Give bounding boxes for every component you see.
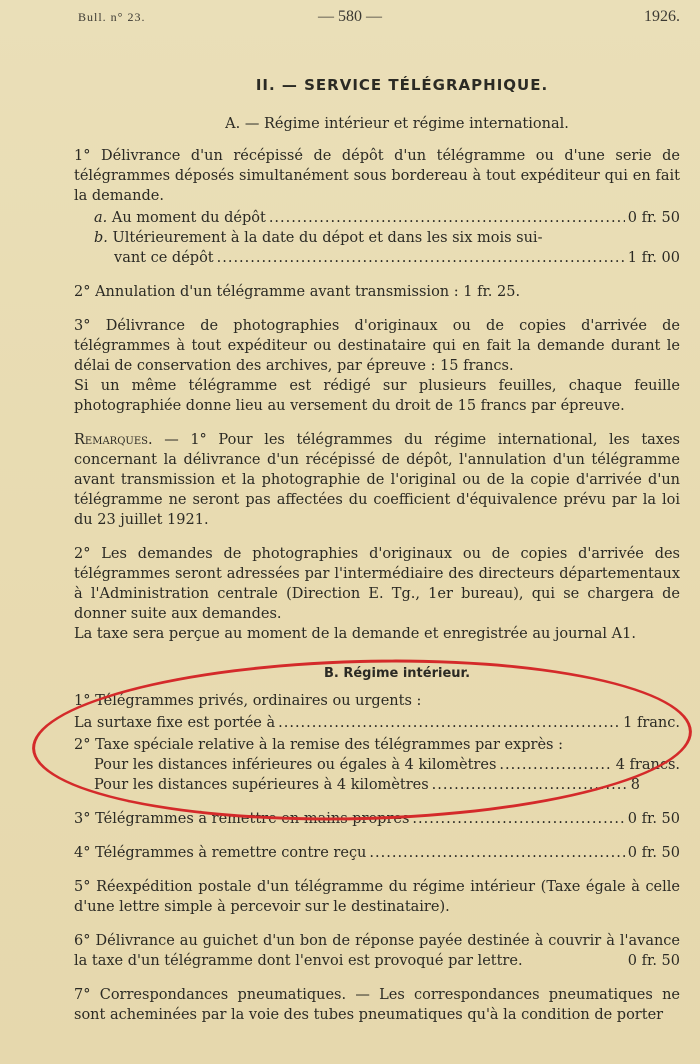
item-a1-b-value: 1 fr. 00 — [627, 250, 680, 266]
b1-row — [74, 713, 680, 733]
b1-value: 1 franc. — [623, 715, 680, 731]
remarques-3: La taxe sera perçue au moment de la demande et enregistrée au journal A1. — [74, 626, 636, 642]
item-a1-a-label-wrap — [94, 208, 266, 228]
dot-leader — [499, 755, 612, 775]
remarques-label: Remarques. — [74, 432, 153, 448]
section-title: II. — SERVICE TÉLÉGRAPHIQUE. — [255, 76, 549, 94]
item-a2: 2° Annulation d'un télégramme avant transmission : 1 fr. 25. — [74, 284, 521, 300]
b6-text — [74, 931, 680, 971]
item-a1-b-row — [74, 228, 680, 248]
item-a1-b-text1: Ultérieurement à la date du dépot et dans les six mois sui- — [112, 230, 543, 246]
item-a1-a-row — [74, 208, 680, 228]
b2-value1: 4 francs. — [615, 757, 680, 773]
remarques-2: 2° Les demandes de photographies d'originaux ou de copies d'arrivée des télégrammes seront adressées par l'intermédiaire des directeurs départementaux à l'Administration centrale (Direction E. Tg., 1er bureau), qui se chargera de donner suite aux demandes. — [74, 546, 680, 622]
b4-row — [74, 843, 680, 863]
item-a1-a-letter: a. — [94, 210, 108, 226]
b7-text: 7° Correspondances pneumatiques. — Les correspondances pneumatiques ne sont acheminées par la voie des tubes pneumatiques qu'à la condition de porter — [74, 987, 680, 1023]
b2-row2 — [74, 775, 680, 795]
item-a1-text: 1° Délivrance d'un récépissé de dépôt d'un télégramme ou d'une serie de télégrammes déposés simultanément sous bordereau à tout expéditeur qui en fait la demande. — [74, 148, 680, 204]
item-a1-a-text: Au moment du dépôt — [111, 210, 266, 226]
b3-value: 0 fr. 50 — [627, 811, 680, 827]
b2-line2: Pour les distances supérieures à 4 kilomètres — [94, 777, 429, 793]
item-a3b: Si un même télégramme est rédigé sur plusieurs feuilles, chaque feuille photographiée donne lieu au versement du droit de 15 francs par épreuve. — [74, 378, 680, 414]
b2-row1 — [74, 755, 680, 775]
b6-body: 6° Délivrance au guichet d'un bon de réponse payée destinée à couvrir à l'avance la taxe d'un télégramme dont l'envoi est provoqué par lettre. — [74, 933, 680, 969]
dot-leader — [278, 713, 620, 733]
b4-text: 4° Télégrammes à remettre contre reçu — [74, 845, 367, 861]
b3-row — [74, 809, 680, 829]
remarques-1-text: — 1° Pour les télégrammes du régime international, les taxes concernant la délivrance d'un récépissé de dépôt, l'annulation d'un télégramme avant transmission et la photographie de l'original ou de la copie d'arrivée d'un télégramme ne seront pas affectées du coefficient d'équivalence prévu par la loi du 23 juillet 1921. — [74, 432, 680, 528]
dot-leader — [217, 248, 625, 268]
b5-text: 5° Réexpédition postale d'un télégramme du régime intérieur (Taxe égale à celle d'une lettre simple à percevoir sur le destinataire). — [74, 879, 680, 915]
b2-title: 2° Taxe spéciale relative à la remise des télégrammes par exprès : — [74, 737, 563, 753]
b1-title: 1° Télégrammes privés, ordinaires ou urgents : — [74, 693, 422, 709]
year: 1926. — [644, 8, 680, 25]
dot-leader — [369, 843, 624, 863]
dot-leader — [269, 208, 625, 228]
item-a3: 3° Délivrance de photographies d'originaux ou de copies d'arrivée de télégrammes à tout expéditeur ou destinataire qui en fait la demande durant le délai de conservation des archives, par épreuve : 15 francs. — [74, 318, 680, 374]
b2-line1: Pour les distances inférieures ou égales à 4 kilomètres — [94, 757, 497, 773]
item-a1-b-text2: vant ce dépôt — [114, 250, 214, 266]
subsection-b-title: B. Régime intérieur. — [323, 666, 471, 681]
dot-leader — [432, 775, 628, 795]
remarques-1 — [74, 430, 680, 530]
dot-leader — [412, 809, 624, 829]
b6-value: 0 fr. 50 — [627, 953, 680, 969]
item-a1-b-row2 — [74, 248, 680, 268]
subsection-a-title: A. — Régime intérieur et régime international. — [225, 116, 569, 132]
bulletin-number: Bull. n° 23. — [78, 10, 146, 24]
b2-value2: 8 — [630, 777, 640, 793]
item-a1-b-letter: b. — [94, 230, 108, 246]
b4-value: 0 fr. 50 — [627, 845, 680, 861]
b3-text: 3° Télégrammes à remettre en mains propres — [74, 811, 410, 827]
item-a1-a-value: 0 fr. 50 — [627, 210, 680, 226]
page-number: — 580 — — [318, 8, 382, 25]
b1-text: La surtaxe fixe est portée à — [74, 715, 276, 731]
